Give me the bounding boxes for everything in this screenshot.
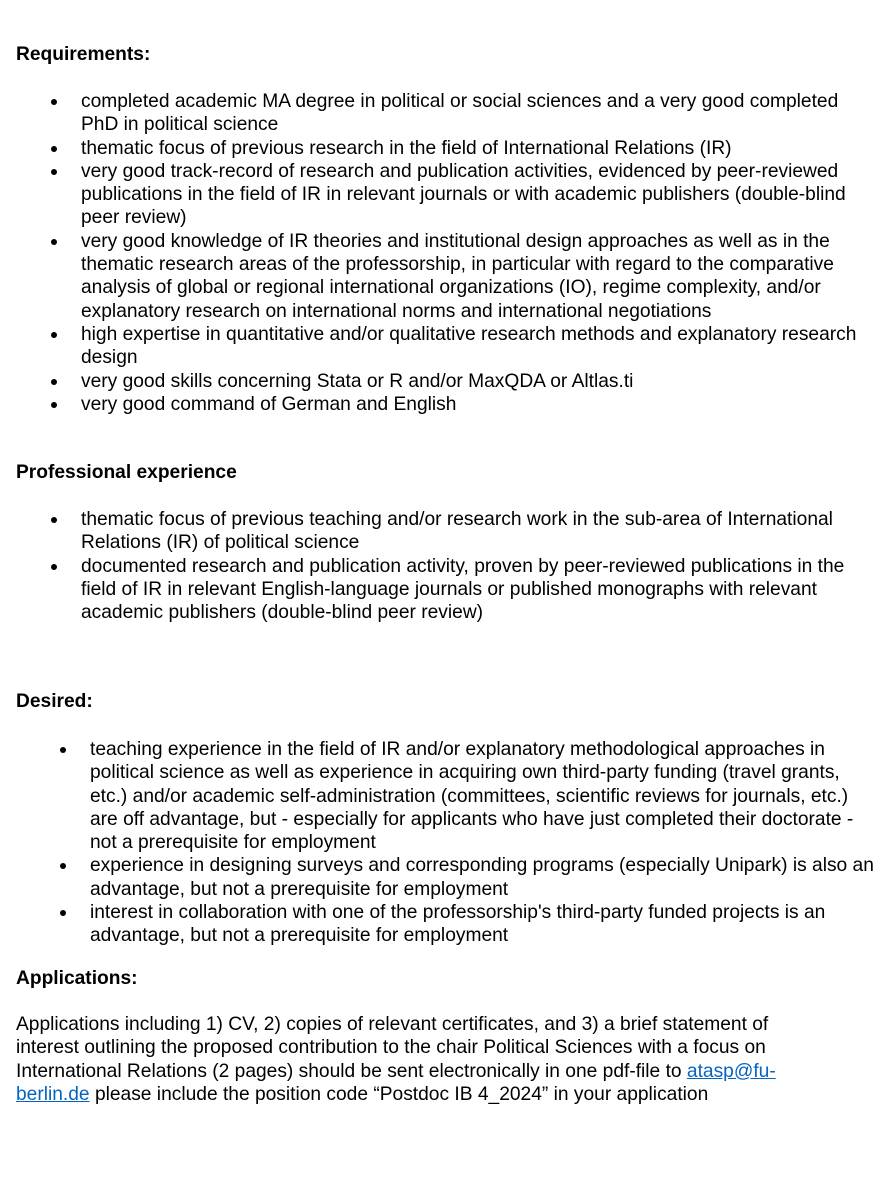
requirements-list xyxy=(81,90,871,416)
email-link[interactable]: atasp@fu-berlin.de xyxy=(16,1060,776,1105)
list-item: very good command of German and English xyxy=(81,393,871,416)
list-item: completed academic MA degree in political or social sciences and a very good completed PhD in political science xyxy=(81,90,871,137)
list-item: experience in designing surveys and corresponding programs (especially Unipark) is also an advantage, but not a prerequisite for employment xyxy=(90,855,874,900)
list-item: thematic focus of previous research in the field of International Relations (IR) xyxy=(81,137,871,160)
requirements-heading: Requirements: xyxy=(16,44,151,65)
list-item: high expertise in quantitative and/or qualitative research methods and explanatory research design xyxy=(81,323,871,370)
desired-list xyxy=(90,738,875,948)
applications-text-end: please include the position code “Postdoc IB 4_2024” in your application xyxy=(89,1083,709,1105)
list-item: very good track-record of research and publication activities, evidenced by peer-reviewed publications in the field of IR in relevant journals or with academic publishers (double-blind peer review) xyxy=(81,160,871,230)
list-item: very good skills concerning Stata or R and/or MaxQDA or Altlas.ti xyxy=(81,370,871,393)
applications-text: Applications including 1) CV, 2) copies of relevant certificates, and 3) a brief statement of interest outlining the proposed contribution to the chair Political Sciences with a focus on International Relations (2 pages) should be sent electronically in one pdf-file to xyxy=(16,1014,769,1082)
professional-experience-list xyxy=(81,508,871,624)
list-item: very good knowledge of IR theories and institutional design approaches as well as in the thematic research areas of the professorship, in particular with regard to the comparative analysis of global or regional international organizations (IO), regime complexity, and/or explanatory research on international norms and international negotiations xyxy=(81,230,871,323)
applications-heading: Applications: xyxy=(16,968,138,989)
desired-heading: Desired: xyxy=(16,691,93,712)
list-item: interest in collaboration with one of the professorship's third-party funded projects is an advantage, but not a prerequisite for employment xyxy=(90,901,875,948)
list-item: documented research and publication activity, proven by peer-reviewed publications in the field of IR in relevant English-language journals or published monographs with relevant academic publishers (double-blind peer review) xyxy=(81,555,871,625)
list-item: teaching experience in the field of IR and/or explanatory methodological approaches in political science as well as experience in acquiring own third-party funding (travel grants, etc.) and/or academic self-administration (committees, scientific reviews for journals, etc.) are off advantage, but - especially for applicants who have just completed their doctorate - not a prerequisite for employment xyxy=(90,738,875,854)
applications-paragraph xyxy=(16,1013,816,1106)
list-item: thematic focus of previous teaching and/or research work in the sub-area of International Relations (IR) of political science xyxy=(81,508,871,555)
professional-experience-heading: Professional experience xyxy=(16,462,237,483)
